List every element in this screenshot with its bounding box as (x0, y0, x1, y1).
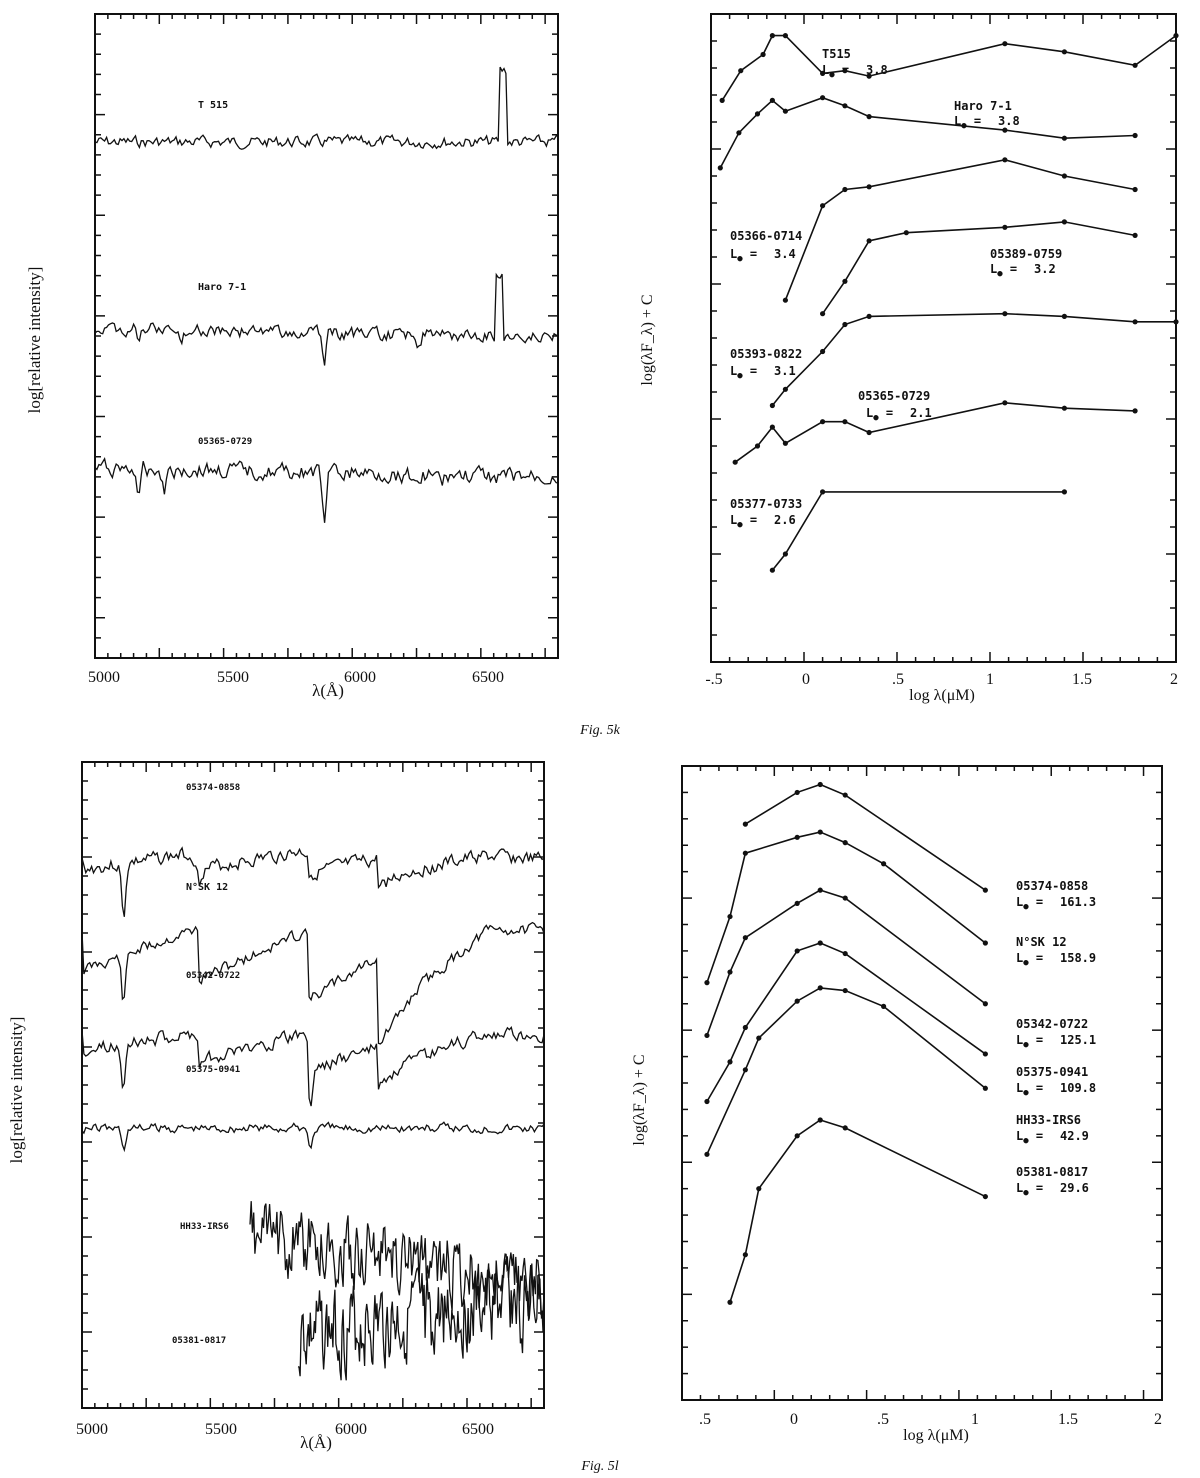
fig5k-source-name: 05393-0822 (730, 347, 803, 361)
fig5l-source-lum-prefix: $L_●$ = (1016, 1033, 1044, 1050)
sed-point-hh33-irs6 (843, 988, 848, 993)
fig5l-sed-xtick: .5 (877, 1411, 889, 1428)
sed-point-05374-0858 (795, 790, 800, 795)
fig5k-source-lum-prefix: $L_●$ = (730, 247, 758, 264)
sed-point-05366-0714 (783, 298, 788, 303)
fig5l-source-name: HH33-IRS6 (1016, 1113, 1082, 1127)
sed-point-05365-0729 (755, 443, 760, 448)
sed-point-haro-7-1 (770, 98, 775, 103)
sed-point-n-sk-12 (843, 840, 848, 845)
fig5l-source-lum: 109.8 (1060, 1081, 1097, 1095)
sed-point-hh33-irs6 (756, 1035, 761, 1040)
sed-point-haro-7-1 (820, 95, 825, 100)
fig5l-sed-xtick: 1.5 (1058, 1411, 1078, 1428)
fig5l-source-lum: 158.9 (1060, 951, 1097, 965)
fig5l-source-lum: 42.9 (1060, 1129, 1089, 1143)
sed-point-haro-7-1 (718, 165, 723, 170)
fig5k-source-lum-prefix: $L_●$ = (822, 63, 850, 80)
sed-point-05381-0817 (795, 1133, 800, 1138)
sed-point-05375-0941 (743, 1025, 748, 1030)
sed-point-05381-0817 (983, 1194, 988, 1199)
sed-point-haro-7-1 (1002, 128, 1007, 133)
fig5k-source-lum-prefix: $L_●$ = (730, 364, 758, 381)
sed-point-05389-0759 (867, 238, 872, 243)
fig5l-sed-plot (704, 782, 988, 1305)
fig5k-spectra-lines (95, 67, 558, 523)
sed-point-05342-0722 (743, 935, 748, 940)
sed-point-05393-0822 (1062, 314, 1067, 319)
fig5l-sed-ylabel: log(λF_λ) + C (631, 1054, 648, 1146)
fig5k-source-name: Haro 7-1 (954, 99, 1012, 113)
fig5l-spectra-lines (82, 848, 544, 1380)
fig5k-spectrum-label: 05365-0729 (198, 437, 253, 447)
sed-point-hh33-irs6 (704, 1152, 709, 1157)
sed-point-hh33-irs6 (743, 1067, 748, 1072)
fig5k-source-lum-prefix: $L_●$ = (990, 262, 1018, 279)
spectrum-trace-05374-0858 (82, 848, 544, 917)
sed-series-line-haro-7-1 (720, 98, 1135, 168)
sed-point-05375-0941 (704, 1099, 709, 1104)
fig5k-spectra-panel (25, 14, 558, 700)
sed-point-t515 (770, 33, 775, 38)
sed-point-05374-0858 (843, 792, 848, 797)
spectrum-trace-t-515 (95, 67, 558, 149)
fig5l-source-lum-prefix: $L_●$ = (1016, 951, 1044, 968)
fig5l-spectra-xtick: 6000 (335, 1421, 367, 1438)
fig5l-spectra-xtick: 5000 (76, 1421, 108, 1438)
fig5k-spectrum-label: T 515 (198, 100, 229, 111)
spectrum-trace-hh33-irs6 (250, 1201, 544, 1318)
sed-point-05365-0729 (733, 460, 738, 465)
sed-point-n-sk-12 (795, 835, 800, 840)
spectrum-trace-nsk-12 (82, 923, 544, 1044)
fig5l-sed-xticklabels (699, 1411, 1162, 1428)
sed-point-haro-7-1 (867, 114, 872, 119)
fig5l-spectrum-label: N°SK 12 (186, 882, 229, 893)
sed-point-05389-0759 (1062, 219, 1067, 224)
fig5k-source-lum: 3.8 (866, 63, 888, 77)
sed-point-05365-0729 (867, 430, 872, 435)
fig5l-source-lum: 29.6 (1060, 1181, 1089, 1195)
sed-point-05365-0729 (783, 441, 788, 446)
sed-point-hh33-irs6 (818, 985, 823, 990)
spectrum-trace-05342-0722 (82, 1027, 544, 1106)
sed-point-05365-0729 (770, 425, 775, 430)
sed-series-line-05342-0722 (707, 890, 985, 1035)
fig5k-spectra-xticklabels (88, 669, 504, 686)
sed-point-05366-0714 (1002, 157, 1007, 162)
fig5k-sed-panel (639, 14, 1179, 704)
sed-point-haro-7-1 (755, 111, 760, 116)
sed-point-05393-0822 (783, 387, 788, 392)
fig5l-source-lum: 125.1 (1060, 1033, 1097, 1047)
sed-point-05389-0759 (842, 279, 847, 284)
fig5k-source-lum: 3.2 (1034, 262, 1056, 276)
fig5k-sed-xtick: 0 (802, 671, 810, 688)
sed-point-t515 (1062, 49, 1067, 54)
sed-point-05365-0729 (820, 419, 825, 424)
sed-point-05381-0817 (818, 1117, 823, 1122)
sed-series-line-05365-0729 (735, 403, 1135, 462)
fig5k-sed-ticks (711, 14, 1176, 662)
fig5k-source-lum: 2.1 (910, 406, 932, 420)
sed-point-05366-0714 (867, 184, 872, 189)
fig5k-sed-xtick: .5 (892, 671, 904, 688)
sed-point-05342-0722 (704, 1033, 709, 1038)
sed-point-t515 (1002, 41, 1007, 46)
fig5k-spectra-frame (95, 14, 558, 658)
fig5k-spectra-ticks (95, 14, 558, 658)
sed-point-t515 (760, 52, 765, 57)
sed-point-t515 (1173, 33, 1178, 38)
fig5k-source-lum: 3.8 (998, 114, 1020, 128)
fig5k-sed-xtick: -.5 (705, 671, 723, 688)
sed-point-05377-0733 (770, 568, 775, 573)
sed-point-haro-7-1 (783, 109, 788, 114)
fig5k-source-lum-prefix: $L_●$ = (866, 406, 894, 423)
sed-point-05365-0729 (1002, 400, 1007, 405)
fig5k-sed-xtick: 2 (1170, 671, 1178, 688)
fig5k-spectra-xtick: 6000 (344, 669, 376, 686)
fig5l-spectra-xticklabels (76, 1421, 494, 1438)
fig5l-spectrum-label: 05375-0941 (186, 1065, 241, 1075)
fig5k-sed-xlabel: log λ(μM) (909, 687, 975, 704)
sed-point-05342-0722 (818, 888, 823, 893)
fig5k-source-lum: 3.1 (774, 364, 796, 378)
sed-point-05377-0733 (820, 489, 825, 494)
fig5k-source-lum-prefix: $L_●$ = (954, 114, 982, 131)
fig5l-caption: Fig. 5l (581, 1459, 619, 1474)
fig5l-sed-xlabel: log λ(μM) (903, 1427, 969, 1444)
fig5l-source-name: 05342-0722 (1016, 1017, 1089, 1031)
fig5l-source-lum-prefix: $L_●$ = (1016, 895, 1044, 912)
sed-point-05342-0722 (843, 895, 848, 900)
sed-series-line-05389-0759 (823, 222, 1135, 314)
sed-point-haro-7-1 (1062, 136, 1067, 141)
sed-point-05375-0941 (843, 951, 848, 956)
sed-point-05374-0858 (818, 782, 823, 787)
fig5l-spectrum-label: 05381-0817 (172, 1336, 227, 1346)
fig5k-sed-frame (711, 14, 1176, 662)
sed-point-t515 (720, 98, 725, 103)
spectrum-trace-05365-0729 (95, 459, 558, 523)
fig5l-sed-xtick: 1 (971, 1411, 979, 1428)
fig5l-spectrum-label: 05374-0858 (186, 783, 241, 793)
sed-point-05365-0729 (842, 419, 847, 424)
sed-point-05375-0941 (983, 1051, 988, 1056)
sed-point-05381-0817 (727, 1300, 732, 1305)
sed-series-line-05377-0733 (772, 492, 1064, 570)
sed-point-05366-0714 (1062, 173, 1067, 178)
sed-point-t515 (1132, 63, 1137, 68)
fig5k-source-lum: 3.4 (774, 247, 796, 261)
fig5k-source-name: 05365-0729 (858, 389, 931, 403)
sed-point-05342-0722 (795, 901, 800, 906)
sed-point-hh33-irs6 (881, 1004, 886, 1009)
fig5k-spectra-ylabel: log[relative intensity] (25, 266, 44, 414)
fig5l-spectra-panel (7, 762, 544, 1452)
sed-point-haro-7-1 (736, 130, 741, 135)
sed-point-05375-0941 (727, 1059, 732, 1064)
fig5l-source-name: 05381-0817 (1016, 1165, 1089, 1179)
sed-point-05393-0822 (820, 349, 825, 354)
fig5k-sed-xtick: 1.5 (1072, 671, 1092, 688)
sed-point-n-sk-12 (818, 829, 823, 834)
fig5k-spectra-xtick: 5000 (88, 669, 120, 686)
sed-series-line-05375-0941 (707, 943, 985, 1102)
fig5k-sed-xticklabels (705, 671, 1178, 688)
sed-point-05393-0822 (1132, 319, 1137, 324)
sed-point-05374-0858 (743, 822, 748, 827)
sed-point-05393-0822 (842, 322, 847, 327)
fig5k-sed-xtick: 1 (986, 671, 994, 688)
sed-point-05366-0714 (820, 203, 825, 208)
spectrum-trace-haro-7-1 (95, 274, 558, 365)
sed-point-05342-0722 (983, 1001, 988, 1006)
sed-point-t515 (738, 68, 743, 73)
fig5l-sed-panel (631, 766, 1162, 1444)
sed-point-n-sk-12 (704, 980, 709, 985)
sed-point-05393-0822 (1173, 319, 1178, 324)
fig5k-source-name: 05389-0759 (990, 247, 1063, 261)
fig5k-source-name: 05366-0714 (730, 229, 803, 243)
spectrum-trace-05375-0941 (82, 1122, 544, 1150)
sed-point-n-sk-12 (743, 851, 748, 856)
fig5k-sed-ylabel: log(λF_λ) + C (639, 294, 656, 386)
fig5l-source-lum-prefix: $L_●$ = (1016, 1181, 1044, 1198)
sed-point-n-sk-12 (881, 861, 886, 866)
sed-point-05381-0817 (756, 1186, 761, 1191)
fig5k-caption: Fig. 5k (580, 723, 620, 738)
fig5l-sed-labels (1016, 879, 1096, 1198)
fig5l-source-lum-prefix: $L_●$ = (1016, 1129, 1044, 1146)
fig5l-spectrum-label: 05342-0722 (186, 971, 241, 981)
sed-point-hh33-irs6 (795, 999, 800, 1004)
sed-point-05375-0941 (818, 940, 823, 945)
sed-series-line-t515 (722, 36, 1176, 101)
sed-point-05381-0817 (743, 1252, 748, 1257)
fig5l-spectra-ylabel: log[relative intensity] (7, 1016, 26, 1164)
sed-point-n-sk-12 (727, 914, 732, 919)
sed-point-05393-0822 (770, 403, 775, 408)
sed-point-haro-7-1 (1132, 133, 1137, 138)
fig5k-sed-plot (718, 33, 1179, 573)
fig5k-source-lum: 2.6 (774, 513, 796, 527)
fig5l-source-name: N°SK 12 (1016, 935, 1067, 949)
sed-point-05365-0729 (1132, 408, 1137, 413)
fig5l-source-lum-prefix: $L_●$ = (1016, 1081, 1044, 1098)
fig5k-spectra-xtick: 5500 (217, 669, 249, 686)
sed-point-05374-0858 (983, 888, 988, 893)
fig5l-spectrum-label: HH33-IRS6 (180, 1222, 229, 1232)
sed-point-05389-0759 (904, 230, 909, 235)
fig5l-sed-xtick: 2 (1154, 1411, 1162, 1428)
fig5l-sed-xtick: 0 (790, 1411, 798, 1428)
sed-series-line-05393-0822 (772, 314, 1176, 406)
sed-point-05389-0759 (1002, 225, 1007, 230)
sed-series-line-n-sk-12 (707, 832, 985, 983)
sed-point-05393-0822 (1002, 311, 1007, 316)
sed-point-05389-0759 (1132, 233, 1137, 238)
fig5l-source-name: 05375-0941 (1016, 1065, 1089, 1079)
sed-point-05389-0759 (820, 311, 825, 316)
fig5k-spectra-xlabel: λ(Å) (312, 681, 344, 700)
sed-point-05366-0714 (842, 187, 847, 192)
fig5k-source-name: 05377-0733 (730, 497, 803, 511)
sed-point-05393-0822 (867, 314, 872, 319)
fig5k-source-lum-prefix: $L_●$ = (730, 513, 758, 530)
fig5l-source-name: 05374-0858 (1016, 879, 1089, 893)
sed-point-n-sk-12 (983, 940, 988, 945)
sed-point-t515 (783, 33, 788, 38)
fig5l-spectra-xlabel: λ(Å) (300, 1433, 332, 1452)
sed-point-05377-0733 (783, 551, 788, 556)
fig5l-spectra-xtick: 6500 (462, 1421, 494, 1438)
fig5k-spectra-xtick: 6500 (472, 669, 504, 686)
fig5k-source-name: T515 (822, 47, 851, 61)
fig5l-source-lum: 161.3 (1060, 895, 1097, 909)
sed-series-line-05374-0858 (745, 784, 985, 890)
sed-point-05377-0733 (1062, 489, 1067, 494)
sed-point-05365-0729 (1062, 406, 1067, 411)
sed-point-05342-0722 (727, 969, 732, 974)
sed-point-05375-0941 (795, 948, 800, 953)
sed-point-05366-0714 (1132, 187, 1137, 192)
sed-series-line-05381-0817 (730, 1120, 985, 1302)
fig5k-spectrum-label: Haro 7-1 (198, 282, 247, 293)
fig5l-spectra-xtick: 5500 (205, 1421, 237, 1438)
fig5l-sed-xtick: .5 (699, 1411, 711, 1428)
sed-point-haro-7-1 (842, 103, 847, 108)
sed-point-05381-0817 (843, 1125, 848, 1130)
sed-point-hh33-irs6 (983, 1086, 988, 1091)
